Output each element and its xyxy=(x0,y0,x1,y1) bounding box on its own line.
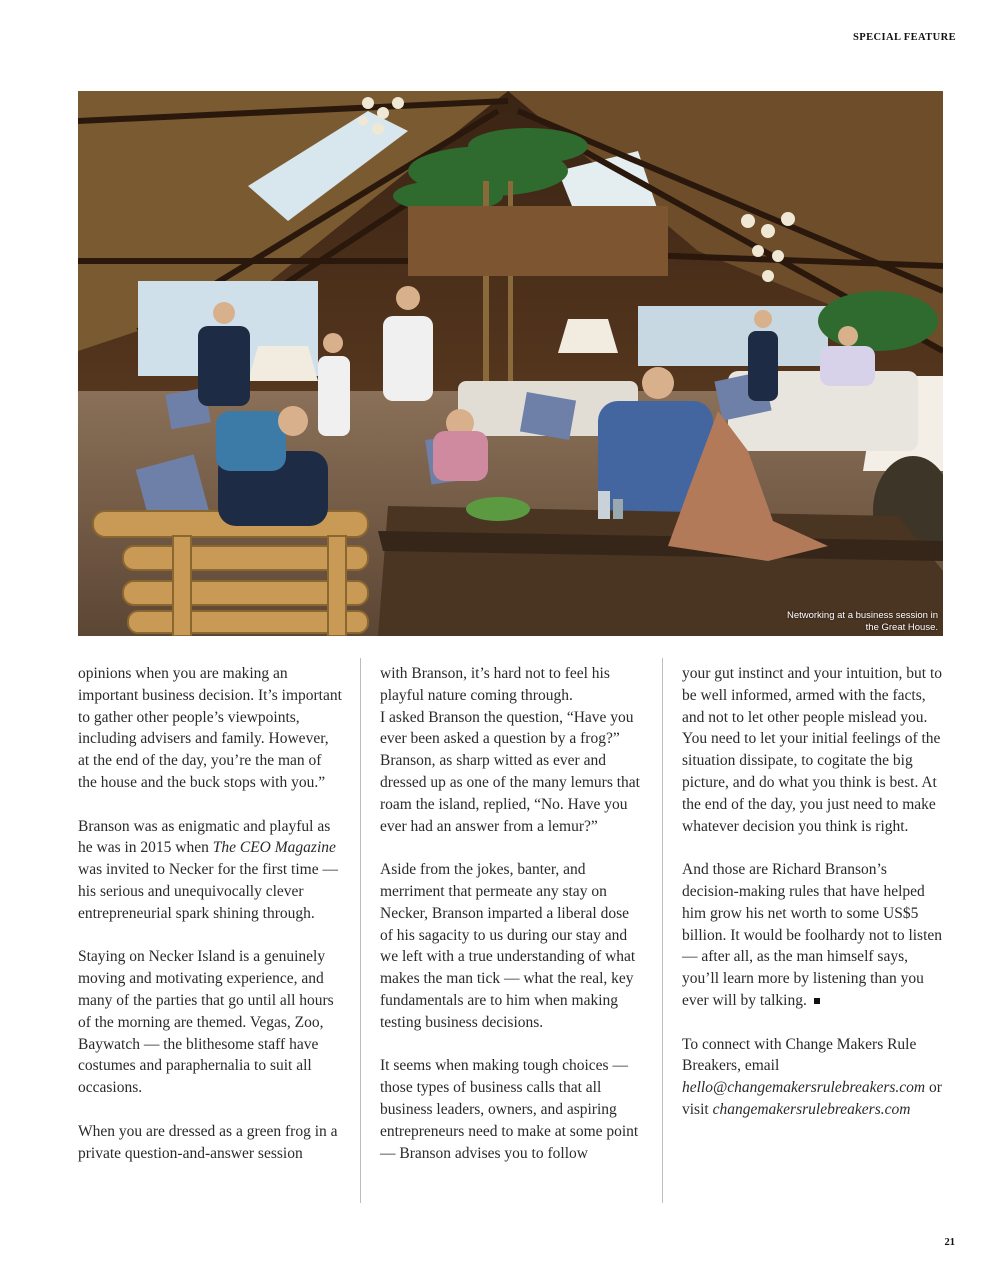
section-label: SPECIAL FEATURE xyxy=(853,32,956,43)
paragraph-text: Branson was as enigmatic and playful as he was in 2015 when xyxy=(78,817,331,857)
magazine-title: The CEO Magazine xyxy=(212,839,336,857)
paragraph-text: or visit xyxy=(682,1079,942,1118)
article-column-2 xyxy=(380,663,644,1164)
article-column-3 xyxy=(682,663,946,1121)
page-number: 21 xyxy=(944,1237,955,1248)
paragraph: It seems when making tough choices — those types of business calls that all business leaders, owners, and aspiring entrepreneurs need to make at some point — Branson advises you to follow xyxy=(380,1057,639,1162)
caption-line-2: the Great House. xyxy=(865,621,938,633)
paragraph: I asked Branson the question, “Have you ever been asked a question by a frog?” Branson, as sharp witted as ever and dressed up as one of the many lemurs that roam the island, replied, “No. Have you ever had an answer from a lemur?” xyxy=(380,708,640,835)
paragraph-text: was invited to Necker for the first time — his serious and unequivocally clever entrepreneurial spark shining through. xyxy=(78,861,338,922)
paragraph: When you are dressed as a green frog in a private question-and-answer session xyxy=(78,1122,338,1162)
email-link[interactable]: hello@changemakersrulebreakers.com xyxy=(682,1079,926,1097)
column-divider xyxy=(360,658,361,1203)
photo-caption xyxy=(787,610,938,633)
paragraph xyxy=(682,1034,946,1121)
column-divider xyxy=(662,658,663,1203)
paragraph: Staying on Necker Island is a genuinely moving and motivating experience, and many of the parties that go until all hours of the morning are themed. Vegas, Zoo, Baywatch — the blithesome staff have costumes and paraphernalia to suit all occasions. xyxy=(78,948,334,1097)
caption-line-1: Networking at a business session in xyxy=(786,610,938,621)
paragraph: with Branson, it’s hard not to feel his playful nature coming through. xyxy=(380,665,610,704)
paragraph xyxy=(78,816,342,925)
paragraph-text: To connect with Change Makers Rule Breakers, email xyxy=(682,1035,917,1075)
paragraph-text: And those are Richard Branson’s decision-making rules that have helped him grow his net worth to some US$5 billion. It would be foolhardy not to listen — after all, as the man himself says, you’ll learn more by listening than you ever will by talking. xyxy=(682,861,943,1009)
paragraph: Aside from the jokes, banter, and merriment that permeate any stay on Necker, Branson imparted a liberal dose of his sagacity to us during our stay and we left with a true understanding of what makes the man tick — what the real, key fundamentals are to him when making testing business decisions. xyxy=(380,861,636,1031)
website-link[interactable]: changemakersrulebreakers.com xyxy=(712,1100,911,1118)
article-column-1 xyxy=(78,663,342,1164)
feature-photo xyxy=(78,91,943,636)
photo-illustration xyxy=(78,91,943,636)
paragraph: your gut instinct and your intuition, but to be well informed, armed with the facts, and not to let other people mislead you. You need to let your initial feelings of the situation dissipate, to cogitate the big picture, and do what you think is best. At the end of the day, you just need to make whatever decision you think is right. xyxy=(682,665,943,835)
paragraph: opinions when you are making an important business decision. It’s important to gather other people’s viewpoints, including advisers and family. However, at the end of the day, you’re the man of the house and the buck stops with you.” xyxy=(78,665,342,791)
end-mark-icon xyxy=(814,998,820,1004)
paragraph xyxy=(682,859,946,1012)
